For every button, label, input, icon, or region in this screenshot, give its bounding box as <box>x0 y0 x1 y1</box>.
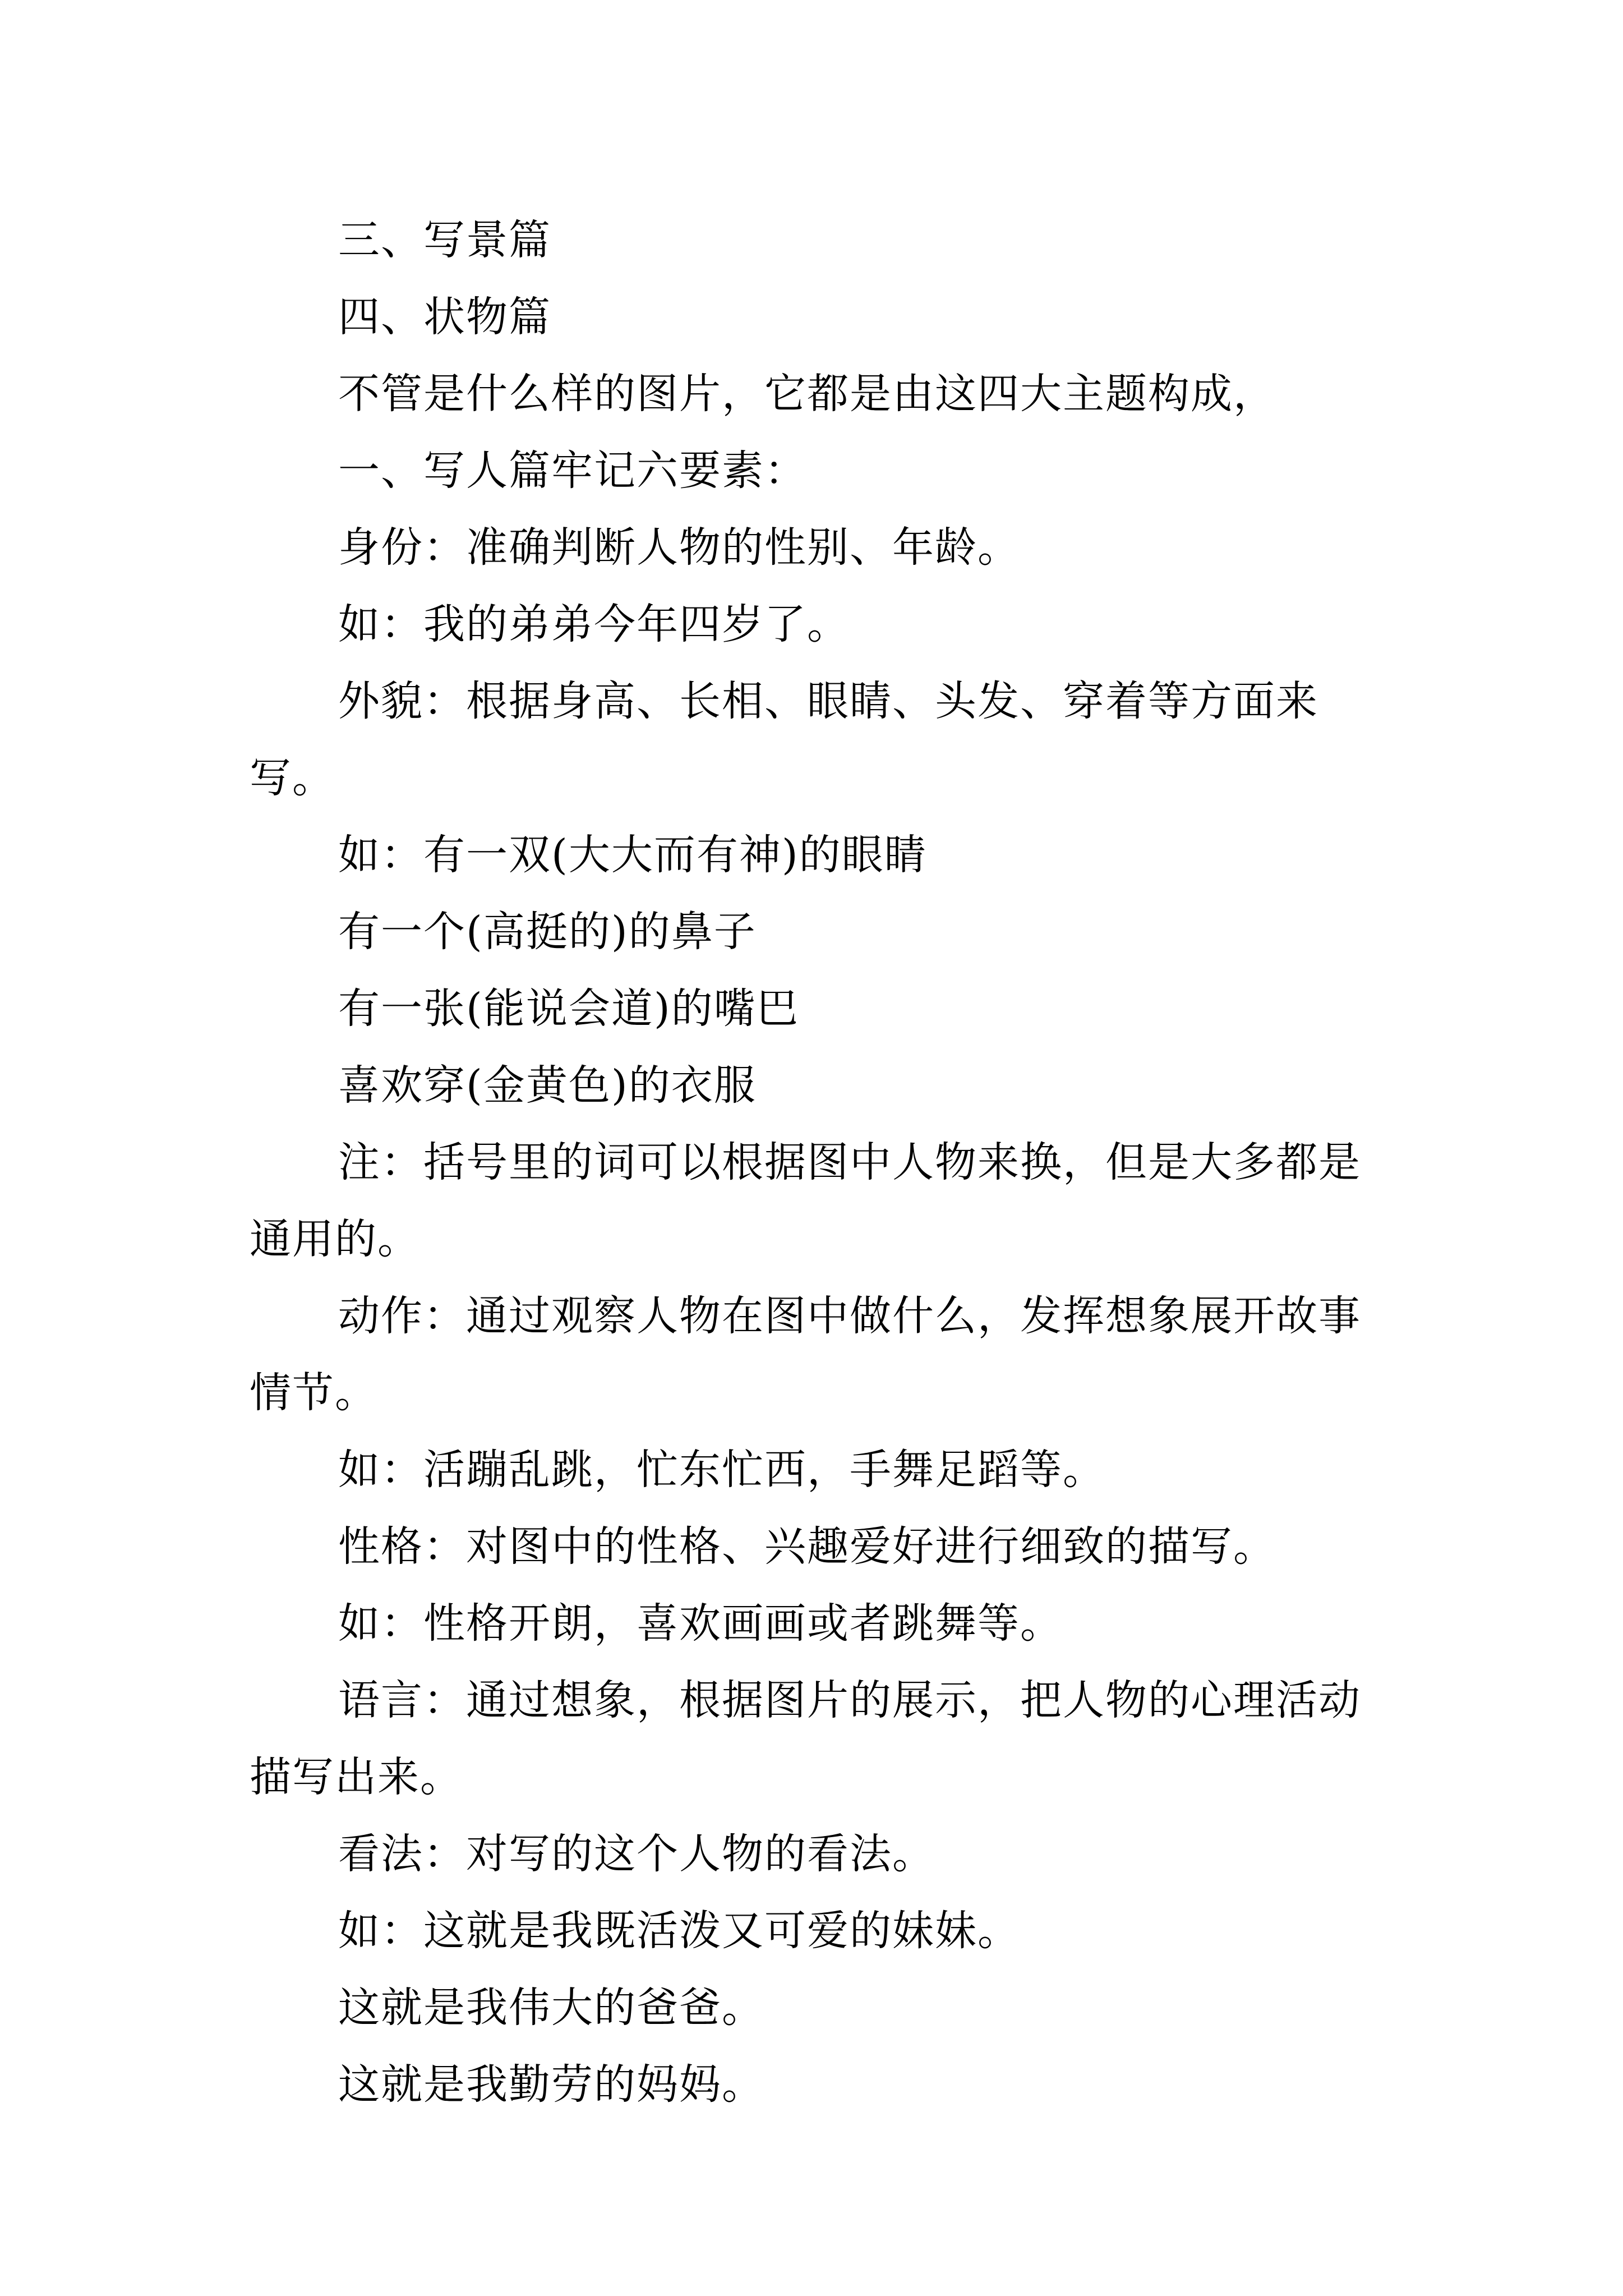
paragraph-identity-example: 如：我的弟弟今年四岁了。 <box>338 600 850 648</box>
paragraph-action: 动作：通过观察人物在图中做什么，发挥想象展开故事情节。 <box>250 1292 1361 1417</box>
paragraph-personality-example: 如：性格开朗，喜欢画画或者跳舞等。 <box>338 1599 1063 1648</box>
paragraph-opinion-example-father: 这就是我伟大的爸爸。 <box>338 1984 764 2032</box>
paragraph-note: 注：括号里的词可以根据图中人物来换，但是大多都是通用的。 <box>250 1138 1361 1263</box>
paragraph-section-one: 一、写人篇牢记六要素： <box>338 447 807 495</box>
paragraph-appearance-example-nose: 有一个(高挺的)的鼻子 <box>338 908 757 956</box>
paragraph-opinion-example-sister: 如：这就是我既活泼又可爱的妹妹。 <box>338 1907 1020 1955</box>
paragraph-personality: 性格：对图中的性格、兴趣爱好进行细致的描写。 <box>338 1522 1276 1571</box>
paragraph-appearance-example-eyes: 如：有一双(大大而有神)的眼睛 <box>338 831 927 879</box>
paragraph-appearance-example-clothes: 喜欢穿(金黄色)的衣服 <box>338 1061 757 1110</box>
paragraph-intro: 不管是什么样的图片，它都是由这四大主题构成， <box>338 370 1276 418</box>
paragraph-language: 语言：通过想象，根据图片的展示，把人物的心理活动描写出来。 <box>250 1676 1361 1801</box>
paragraph-section-four: 四、状物篇 <box>338 293 551 341</box>
paragraph-section-three: 三、写景篇 <box>338 216 551 264</box>
paragraph-identity: 身份：准确判断人物的性别、年龄。 <box>338 523 1020 572</box>
paragraph-opinion: 看法：对写的这个人物的看法。 <box>338 1830 935 1878</box>
paragraph-action-example: 如：活蹦乱跳，忙东忙西，手舞足蹈等。 <box>338 1446 1105 1494</box>
paragraph-appearance-example-mouth: 有一张(能说会道)的嘴巴 <box>338 984 799 1033</box>
paragraph-opinion-example-mother: 这就是我勤劳的妈妈。 <box>338 2060 764 2109</box>
document-body <box>250 202 1382 2123</box>
paragraph-appearance: 外貌：根据身高、长相、眼睛、头发、穿着等方面来写。 <box>250 677 1318 802</box>
